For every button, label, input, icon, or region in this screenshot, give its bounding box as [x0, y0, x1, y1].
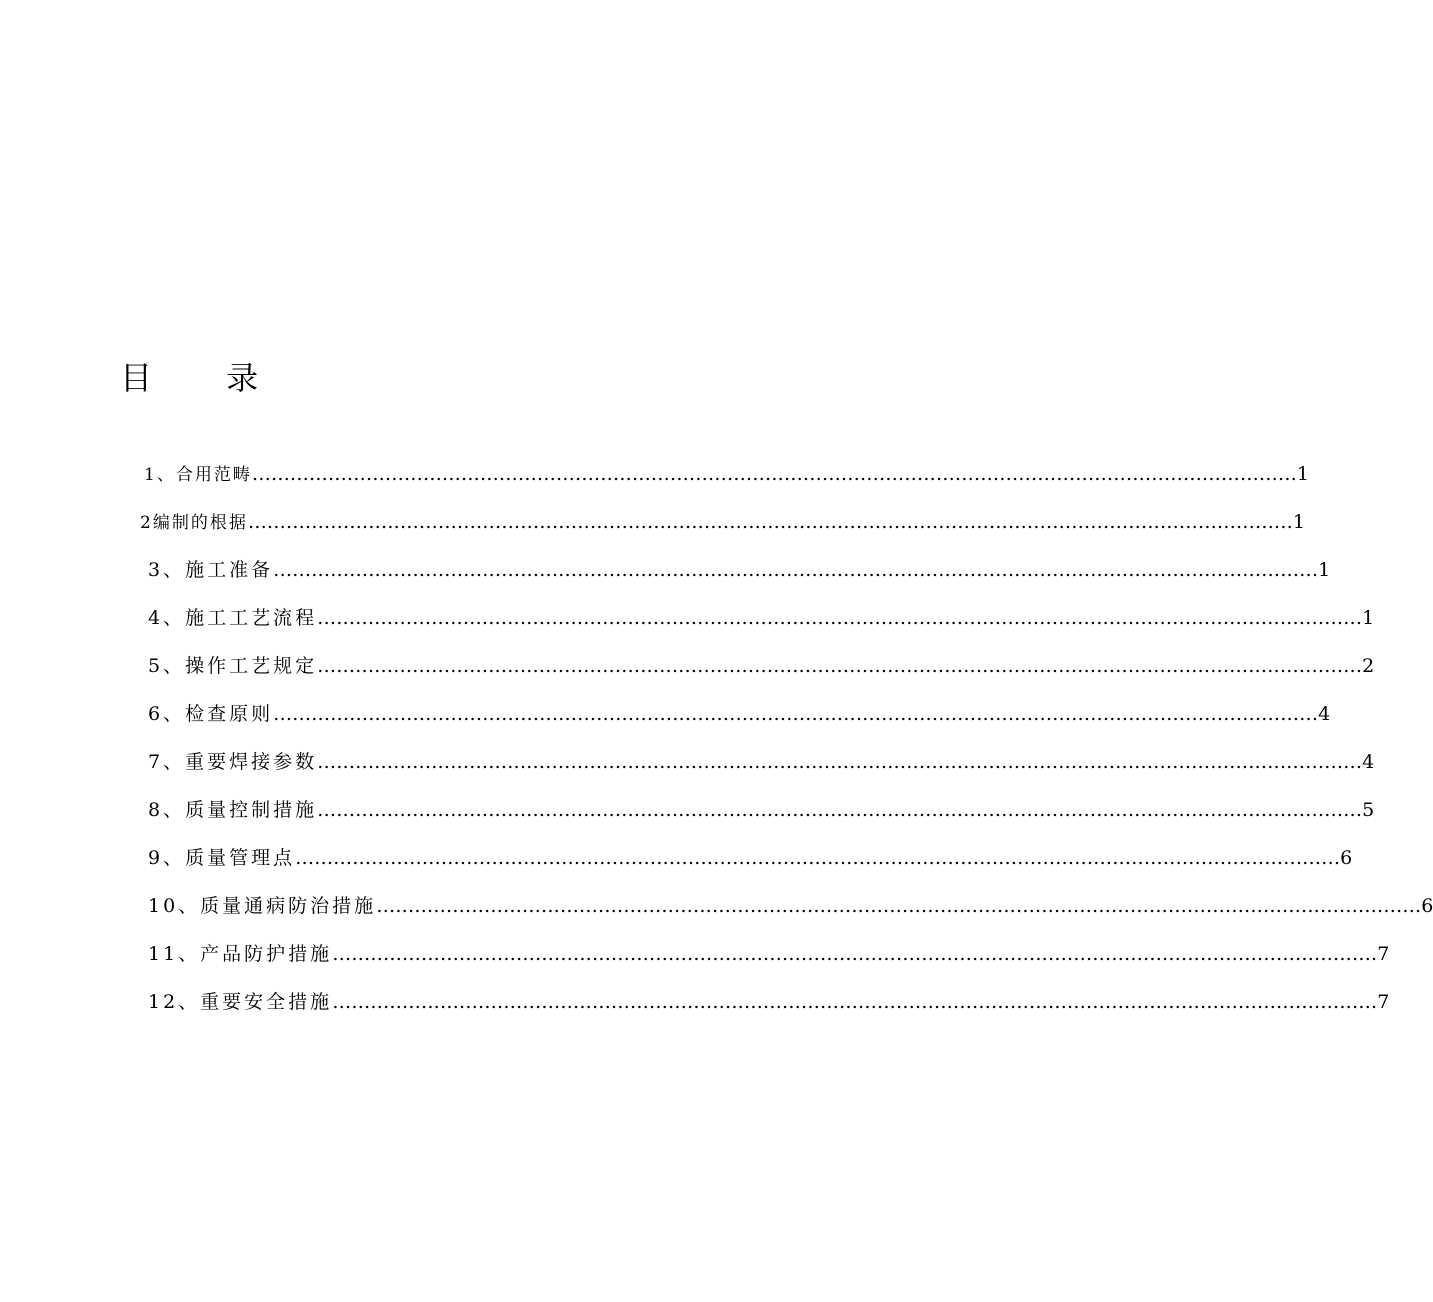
toc-entry[interactable] [144, 459, 1309, 489]
toc-page-number: 6 [1421, 895, 1433, 917]
toc-leader-dots: ………………………………………………………………………………………………………………………………………………… [317, 607, 1363, 629]
toc-page-number: 1 [1318, 559, 1331, 581]
toc-page-number: 5 [1362, 799, 1375, 821]
toc-entry[interactable] [148, 891, 1433, 921]
toc-entry[interactable] [148, 651, 1375, 681]
toc-leader-dots: ………………………………………………………………………………………………………………………………………………… [376, 895, 1422, 917]
toc-entry[interactable] [148, 603, 1375, 633]
toc-entry-label: 2编制的根据 [140, 513, 248, 533]
toc-entry-label: 1、合用范畴 [144, 465, 252, 485]
toc-entry-label: 11、产品防护措施 [148, 943, 333, 965]
toc-entry-label: 6、检查原则 [148, 703, 274, 725]
toc-entry[interactable] [148, 555, 1331, 585]
toc-leader-dots: ………………………………………………………………………………………………………………………………………………… [317, 751, 1363, 773]
toc-leader-dots: ………………………………………………………………………………………………………………………………………………… [317, 655, 1363, 677]
toc-entry[interactable] [148, 747, 1375, 777]
toc-entry[interactable] [148, 843, 1353, 873]
toc-leader-dots: ………………………………………………………………………………………………………………………………………………… [295, 847, 1341, 869]
toc-entry-label: 5、操作工艺规定 [148, 655, 318, 677]
toc-page-number: 4 [1362, 751, 1375, 773]
toc-entry[interactable] [148, 987, 1390, 1017]
toc-entry-label: 9、质量管理点 [148, 847, 296, 869]
toc-leader-dots: ………………………………………………………………………………………………………………………………………………… [317, 799, 1363, 821]
toc-page-number: 6 [1340, 847, 1353, 869]
toc-page-number: 7 [1377, 943, 1390, 965]
toc-entry-label: 10、质量通病防治措施 [148, 895, 377, 917]
toc-entry-label: 12、重要安全措施 [148, 991, 333, 1013]
toc-entry-label: 4、施工工艺流程 [148, 607, 318, 629]
toc-entry[interactable] [148, 795, 1375, 825]
toc-page-number: 2 [1362, 655, 1375, 677]
toc-entry[interactable] [140, 507, 1305, 537]
toc-leader-dots: ………………………………………………………………………………………………………………………………………………… [273, 703, 1319, 725]
toc-entry[interactable] [148, 699, 1331, 729]
toc-leader-dots: ………………………………………………………………………………………………………………………………………………… [251, 463, 1297, 485]
toc-entry-label: 7、重要焊接参数 [148, 751, 318, 773]
toc-entry-label: 8、质量控制措施 [148, 799, 318, 821]
toc-leader-dots: ………………………………………………………………………………………………………………………………………………… [332, 943, 1378, 965]
toc-leader-dots: ………………………………………………………………………………………………………………………………………………… [332, 991, 1378, 1013]
toc-page-number: 4 [1318, 703, 1331, 725]
toc-page-number: 1 [1362, 607, 1375, 629]
toc-page-number: 1 [1296, 463, 1309, 485]
toc-entry[interactable] [148, 939, 1390, 969]
toc-leader-dots: ………………………………………………………………………………………………………………………………………………… [273, 559, 1319, 581]
toc-leader-dots: ………………………………………………………………………………………………………………………………………………… [247, 511, 1293, 533]
toc-page-number: 7 [1377, 991, 1390, 1013]
toc-entry-label: 3、施工准备 [148, 559, 274, 581]
page-title: 目 录 [120, 359, 291, 397]
toc-page-number: 1 [1292, 511, 1305, 533]
